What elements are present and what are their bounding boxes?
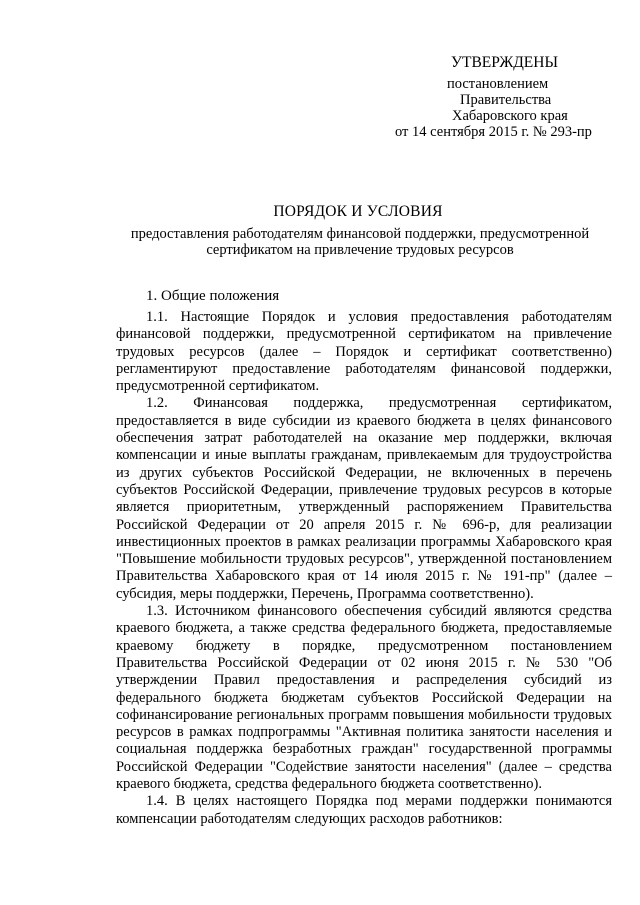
approval-heading: УТВЕРЖДЕНЫ <box>451 54 558 71</box>
paragraph-1-2: 1.2. Финансовая поддержка, предусмотренная сертификатом, предоставляется в виде субсидии из краевого бюджета в целях финансового обеспечения затрат работодателей на оказание мер поддержки, включая компенсации и иные выплаты гражданам, привлекаемым для трудоустройства из других субъектов Российской Федерации, не включенных в перечень субъектов Российской Федерации, привлечение трудовых ресурсов в которые является приоритетным, утвержденный распоряжением Правительства Российской Федерации от 20 апреля 2015 г. № 696-р, для реализации инвестиционных проектов в рамках реализации программы Хабаровского края "Повышение мобильности трудовых ресурсов", утвержденной постановлением Правительства Хабаровского края от 14 июля 2015 г. № 191-пр" (далее – субсидия, меры поддержки, Перечень, Программа соответственно). <box>116 395 612 602</box>
approval-line: постановлением <box>447 76 549 92</box>
approval-line: Хабаровского края <box>452 108 568 124</box>
document-subtitle: предоставления работодателям финансовой поддержки, предусмотренной сертификатом на привлечение трудовых ресурсов <box>130 226 590 258</box>
paragraph-1-3: 1.3. Источником финансового обеспечения субсидий являются средства краевого бюджета, а также средства федерального бюджета, предоставляемые краевому бюджету в порядке, предусмотренном постановлением Правительства Российской Федерации от 02 июня 2015 г. № 530 "Об утверждении Правил предоставления и распределения субсидий из федерального бюджета бюджетам субъектов Российской Федерации на софинансирование региональных программ повышения мобильности трудовых ресурсов в рамках подпрограммы "Активная политика занятости населения и социальная поддержка безработных граждан" государственной программы Российской Федерации "Содействие занятости населения" (далее – средства краевого бюджета, средства федерального бюджета соответственно). <box>116 603 612 793</box>
document-body <box>116 309 612 828</box>
document-title: ПОРЯДОК И УСЛОВИЯ <box>273 203 443 220</box>
paragraph-1-1: 1.1. Настоящие Порядок и условия предоставления работодателям финансовой поддержки, предусмотренной сертификатом на привлечение трудовых ресурсов (далее – Порядок и сертификат соответственно) регламентируют предоставление работодателям финансовой поддержки, предусмотренной сертификатом. <box>116 309 612 395</box>
approval-date-number: от 14 сентября 2015 г. № 293-пр <box>395 124 592 140</box>
approval-stamp <box>395 55 625 140</box>
paragraph-1-4: 1.4. В целях настоящего Порядка под мерами поддержки понимаются компенсации работодателям следующих расходов работников: <box>116 793 612 827</box>
approval-line: Правительства <box>460 92 552 108</box>
section-heading: 1. Общие положения <box>146 288 280 304</box>
